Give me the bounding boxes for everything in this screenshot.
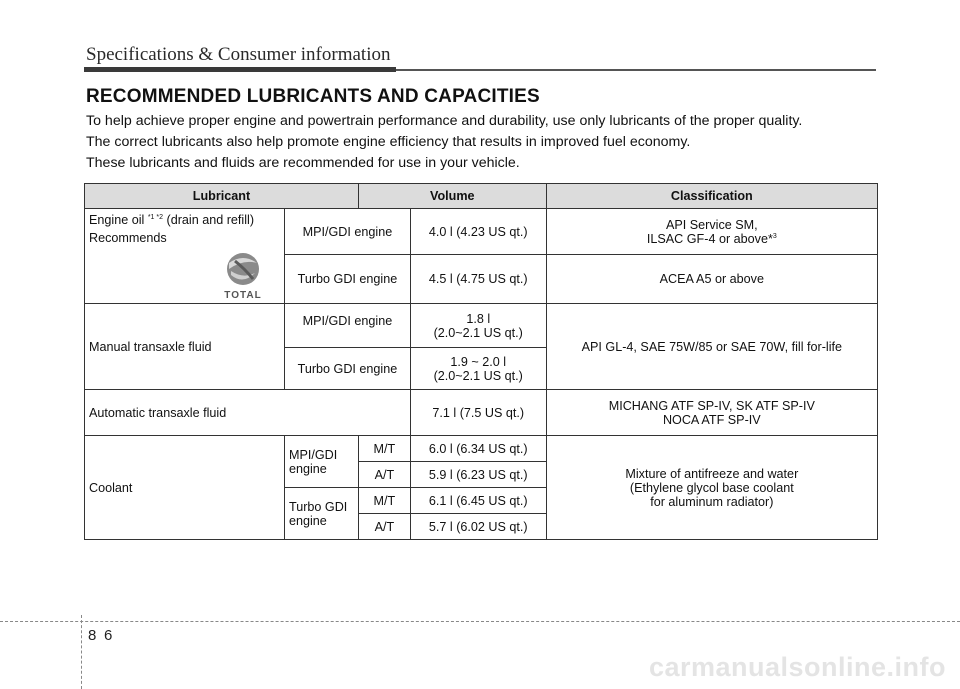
engine-oil-cell [85, 209, 285, 304]
classification-sup: 3 [772, 232, 777, 240]
engine-type: MPI/GDI engine [284, 209, 410, 255]
transmission-type: A/T [358, 462, 410, 488]
engine-oil-suffix: (drain and refill) [166, 213, 255, 227]
volume-cell: 5.9 l (6.23 US qt.) [410, 462, 546, 488]
volume-cell: 6.1 l (6.45 US qt.) [410, 488, 546, 514]
coolant-label: Coolant [85, 436, 285, 540]
engine-type: Turbo GDI engine [284, 255, 410, 304]
volume-line: (2.0~2.1 US qt.) [433, 368, 523, 383]
classification-cell: ACEA A5 or above [546, 255, 877, 304]
classification-line: ILSAC GF-4 or above* [646, 231, 773, 246]
engine-line: engine [288, 513, 327, 528]
section-header: Specifications & Consumer information [86, 44, 391, 65]
classification-cell [546, 209, 877, 255]
header-rule [396, 69, 876, 71]
volume-cell: 4.0 l (4.23 US qt.) [410, 209, 546, 255]
lubricants-table [84, 183, 878, 540]
header-lubricant: Lubricant [85, 184, 359, 209]
table-row [85, 390, 878, 436]
engine-line: engine [288, 461, 327, 476]
page-number: 6 [104, 627, 113, 644]
footer-vertical-divider [81, 615, 82, 689]
table-row [85, 436, 878, 462]
total-logo [213, 249, 273, 301]
classification-line: MICHANG ATF SP-IV, SK ATF SP-IV [608, 398, 815, 413]
volume-cell: 4.5 l (4.75 US qt.) [410, 255, 546, 304]
classification-line: Mixture of antifreeze and water [625, 466, 799, 481]
intro-text [86, 111, 802, 174]
table-row [85, 209, 878, 255]
engine-line: Turbo GDI [288, 499, 348, 514]
engine-line: MPI/GDI [288, 447, 338, 462]
recommends-label: Recommends [89, 231, 167, 245]
transmission-type: M/T [358, 488, 410, 514]
classification-cell: API GL-4, SAE 75W/85 or SAE 70W, fill for-life [546, 304, 877, 390]
engine-type [284, 436, 358, 488]
classification-line: for aluminum radiator) [650, 494, 774, 509]
automatic-transaxle-label: Automatic transaxle fluid [85, 390, 411, 436]
volume-cell: 5.7 l (6.02 US qt.) [410, 514, 546, 540]
classification-cell [546, 436, 877, 540]
footer-divider [0, 621, 960, 622]
volume-cell: 6.0 l (6.34 US qt.) [410, 436, 546, 462]
header-classification: Classification [546, 184, 877, 209]
volume-cell [410, 348, 546, 390]
engine-type: Turbo GDI engine [284, 348, 410, 390]
svg-text:TOTAL: TOTAL [224, 290, 262, 301]
volume-line: (2.0~2.1 US qt.) [433, 325, 523, 340]
volume-cell: 7.1 l (7.5 US qt.) [410, 390, 546, 436]
watermark: carmanualsonline.info [648, 652, 946, 682]
transmission-type: M/T [358, 436, 410, 462]
classification-cell [546, 390, 877, 436]
classification-line: API Service SM, [665, 217, 758, 232]
intro-line: To help achieve proper engine and powertrain performance and durability, use only lubricants of the proper quality. [86, 113, 803, 129]
classification-line: NOCA ATF SP-IV [662, 412, 761, 427]
header-bar [84, 67, 396, 72]
chapter-number: 8 [88, 627, 97, 644]
table-row [85, 304, 878, 348]
classification-line: (Ethylene glycol base coolant [629, 480, 794, 495]
header-volume: Volume [358, 184, 546, 209]
intro-line: The correct lubricants also help promote engine efficiency that results in improved fuel economy. [86, 134, 691, 150]
volume-line: 1.8 l [466, 311, 491, 326]
engine-type: MPI/GDI engine [284, 304, 410, 348]
engine-oil-label: Engine oil [89, 213, 145, 227]
page-title: RECOMMENDED LUBRICANTS AND CAPACITIES [86, 86, 540, 107]
volume-line: 1.9 ~ 2.0 l [450, 354, 507, 369]
transmission-type: A/T [358, 514, 410, 540]
manual-transaxle-label: Manual transaxle fluid [85, 304, 285, 390]
intro-line: These lubricants and fluids are recommended for use in your vehicle. [86, 155, 520, 171]
table-header-row [85, 184, 878, 209]
volume-cell [410, 304, 546, 348]
engine-type [284, 488, 358, 540]
engine-oil-sup: *1 *2 [147, 213, 164, 221]
